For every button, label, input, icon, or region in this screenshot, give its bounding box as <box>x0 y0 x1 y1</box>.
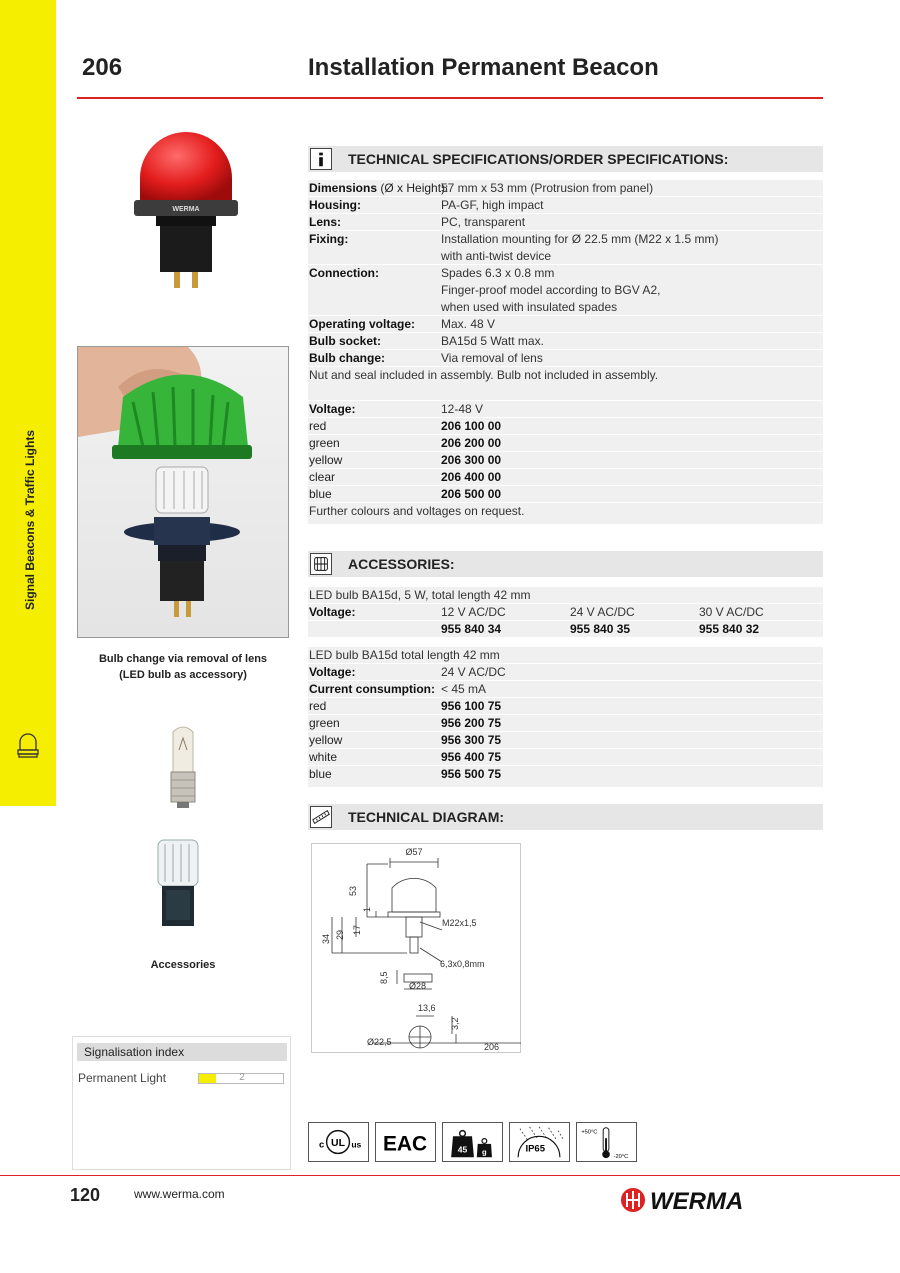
page-number: 206 <box>82 54 123 81</box>
eac-icon <box>375 1122 436 1162</box>
dim-136: 13,6 <box>418 1003 436 1013</box>
ip-rating: IP65 <box>525 1143 545 1155</box>
tech-spec-table <box>308 180 823 525</box>
red-beacon-photo <box>126 126 246 294</box>
spec-label: Connection: <box>309 266 379 280</box>
spec-note-text: Nut and seal included in assembly. Bulb not included in assembly. <box>309 368 659 382</box>
signalisation-bar <box>198 1073 284 1084</box>
acc-variant-color: green <box>309 716 340 730</box>
dim-d57: Ø57 <box>405 847 423 857</box>
accessories-title: ACCESSORIES: <box>348 556 455 572</box>
spec-row <box>308 265 823 316</box>
signalisation-header: Signalisation index <box>77 1043 287 1061</box>
dim-85: 8,5 <box>379 971 389 984</box>
acc-code: 955 840 35 <box>570 622 631 636</box>
acc-variant-code: 956 200 75 <box>441 716 502 730</box>
footer-divider <box>0 1175 900 1176</box>
dim-1: 1 <box>362 906 372 912</box>
beacon-icon <box>16 728 40 760</box>
ul-us: us <box>351 1139 362 1150</box>
acc-code: 955 840 32 <box>699 622 760 636</box>
dim-m22: M22x1,5 <box>442 918 477 928</box>
spec-row <box>308 197 823 214</box>
spec-value: Max. 48 V <box>441 317 496 331</box>
side-tab-label: Signal Beacons & Traffic Lights <box>23 429 37 611</box>
variant-code: 206 400 00 <box>441 470 502 484</box>
variant-color: blue <box>309 487 332 501</box>
acc-variant-row <box>308 749 823 766</box>
dim-17: 17 <box>352 924 362 935</box>
spec-value: PC, transparent <box>441 215 526 229</box>
spec-row <box>308 350 823 367</box>
eac-mark: EAC <box>382 1132 428 1156</box>
acc-voltage-label: Voltage: <box>309 665 356 679</box>
acc-current-row <box>308 681 823 698</box>
acc-current: < 45 mA <box>441 682 487 696</box>
accessories-table-2 <box>308 647 823 788</box>
spec-row <box>308 231 823 265</box>
page-title: Installation Permanent Beacon <box>308 54 659 81</box>
spec-value: with anti-twist device <box>441 249 552 263</box>
diagram-title: TECHNICAL DIAGRAM: <box>348 809 505 825</box>
caption-line: (LED bulb as accessory) <box>119 669 247 681</box>
spec-row <box>308 214 823 231</box>
further-note <box>308 503 823 525</box>
ip65-icon <box>509 1122 570 1162</box>
variant-color: yellow <box>309 453 343 467</box>
weight-value: 45 <box>457 1144 468 1155</box>
acc-variant-row <box>308 698 823 715</box>
variant-code: 206 200 00 <box>441 436 502 450</box>
tech-spec-header <box>308 146 823 172</box>
bulb-change-caption <box>77 651 289 683</box>
temp-high: +50°C <box>581 1129 598 1136</box>
title-divider <box>77 97 823 99</box>
dim-d225: Ø22,5 <box>367 1037 392 1047</box>
footer-page-number: 120 <box>70 1185 101 1205</box>
variant-code: 206 100 00 <box>441 419 502 433</box>
technical-diagram <box>311 843 521 1053</box>
spec-label: Housing: <box>309 198 361 212</box>
dim-d28: Ø28 <box>409 981 427 991</box>
variant-color: red <box>309 419 327 433</box>
spec-value: when used with insulated spades <box>441 300 618 314</box>
acc-variant-color: blue <box>309 767 332 781</box>
spec-row <box>308 316 823 333</box>
further-note-text: Further colours and voltages on request. <box>309 504 525 518</box>
variant-code: 206 500 00 <box>441 487 502 501</box>
acc-variant-color: red <box>309 699 327 713</box>
dim-spade: 6,3x0,8mm <box>440 959 485 969</box>
signalisation-label: Permanent Light <box>78 1071 167 1085</box>
tech-spec-title: TECHNICAL SPECIFICATIONS/ORDER SPECIFICATIONS: <box>348 151 729 167</box>
accessories-caption: Accessories <box>150 959 216 971</box>
acc-title-row <box>308 647 823 664</box>
variant-row <box>308 452 823 469</box>
voltage-row <box>308 401 823 418</box>
acc-title: LED bulb BA15d total length 42 mm <box>309 648 500 662</box>
spec-value: Spades 6.3 x 0.8 mm <box>441 266 555 280</box>
dim-34: 34 <box>321 933 331 944</box>
spec-value: PA-GF, high impact <box>441 198 544 212</box>
spec-value: Via removal of lens <box>441 351 543 365</box>
dim-29: 29 <box>335 929 345 940</box>
info-icon <box>310 148 332 170</box>
acc-variant-row <box>308 766 823 788</box>
weight-icon <box>442 1122 503 1162</box>
voltage-value: 12-48 V <box>441 402 484 416</box>
led-bulb-icon <box>310 553 332 575</box>
spec-label <box>309 180 448 197</box>
signalisation-value: 2 <box>239 1072 245 1083</box>
variant-row <box>308 486 823 503</box>
spec-row <box>308 333 823 350</box>
ruler-icon <box>310 806 332 828</box>
spec-value: 57 mm x 53 mm (Protrusion from panel) <box>441 181 654 195</box>
spec-label: Operating voltage: <box>309 317 416 331</box>
acc-variant-color: yellow <box>309 733 343 747</box>
acc-variant-row <box>308 715 823 732</box>
variant-row <box>308 435 823 452</box>
diagram-ref: 206 <box>484 1042 500 1052</box>
brand-name: WERMA <box>650 1188 744 1215</box>
acc-title-row <box>308 587 823 604</box>
temp-low: -20°C <box>613 1154 629 1161</box>
spec-label: Bulb change: <box>309 351 386 365</box>
cul-us-icon <box>308 1122 369 1162</box>
acc-code-row <box>308 621 823 638</box>
variant-row <box>308 469 823 486</box>
spec-label-sub: (Ø x Height): <box>377 181 449 195</box>
dim-32: 3,2 <box>450 1017 460 1030</box>
spec-label: Lens: <box>309 215 342 229</box>
acc-code: 955 840 34 <box>441 622 502 636</box>
dim-53: 53 <box>348 885 358 896</box>
spec-value: BA15d 5 Watt max. <box>441 334 544 348</box>
acc-voltage: 24 V AC/DC <box>570 605 635 619</box>
acc-title: LED bulb BA15d, 5 W, total length 42 mm <box>309 588 531 602</box>
acc-variant-code: 956 500 75 <box>441 767 502 781</box>
spec-label: Bulb socket: <box>309 334 382 348</box>
acc-variant-code: 956 400 75 <box>441 750 502 764</box>
acc-voltage-row <box>308 664 823 681</box>
acc-variant-code: 956 100 75 <box>441 699 502 713</box>
spec-label: Fixing: <box>309 232 349 246</box>
variant-row <box>308 418 823 435</box>
bulb-photo <box>160 722 206 812</box>
svg-text:WERMA: WERMA <box>172 206 200 213</box>
acc-voltage: 12 V AC/DC <box>441 605 506 619</box>
side-tab <box>0 0 56 806</box>
spec-note <box>308 367 823 401</box>
acc-variant-code: 956 300 75 <box>441 733 502 747</box>
thermometer-icon <box>576 1122 637 1162</box>
accessories-header <box>308 551 823 577</box>
variant-color: clear <box>309 470 336 484</box>
acc-variant-color: white <box>309 750 338 764</box>
spec-label-main: Dimensions <box>309 181 378 195</box>
acc-voltage: 24 V AC/DC <box>441 665 506 679</box>
variant-code: 206 300 00 <box>441 453 502 467</box>
accessories-table-1 <box>308 587 823 638</box>
acc-voltage: 30 V AC/DC <box>699 605 764 619</box>
spec-value: Installation mounting for Ø 22.5 mm (M22 x 1.5 mm) <box>441 232 719 246</box>
voltage-label: Voltage: <box>309 402 356 416</box>
footer-url[interactable]: www.werma.com <box>134 1187 225 1201</box>
spec-row <box>308 180 823 197</box>
ul-mark: UL <box>331 1137 345 1149</box>
spec-value: Finger-proof model according to BGV A2, <box>441 283 661 297</box>
diagram-header <box>308 804 823 830</box>
weight-unit: g <box>482 1147 487 1157</box>
ul-c: c <box>319 1139 325 1151</box>
acc-voltage-label: Voltage: <box>309 605 356 619</box>
acc-variant-row <box>308 732 823 749</box>
led-bulb-photo <box>150 838 206 930</box>
signalisation-index <box>72 1036 291 1170</box>
bulb-change-photo <box>77 346 289 638</box>
acc-current-label: Current consumption: <box>309 682 435 696</box>
caption-line: Bulb change via removal of lens <box>98 653 268 665</box>
acc-voltage-row <box>308 604 823 621</box>
werma-logo <box>618 1185 818 1215</box>
variant-color: green <box>309 436 340 450</box>
